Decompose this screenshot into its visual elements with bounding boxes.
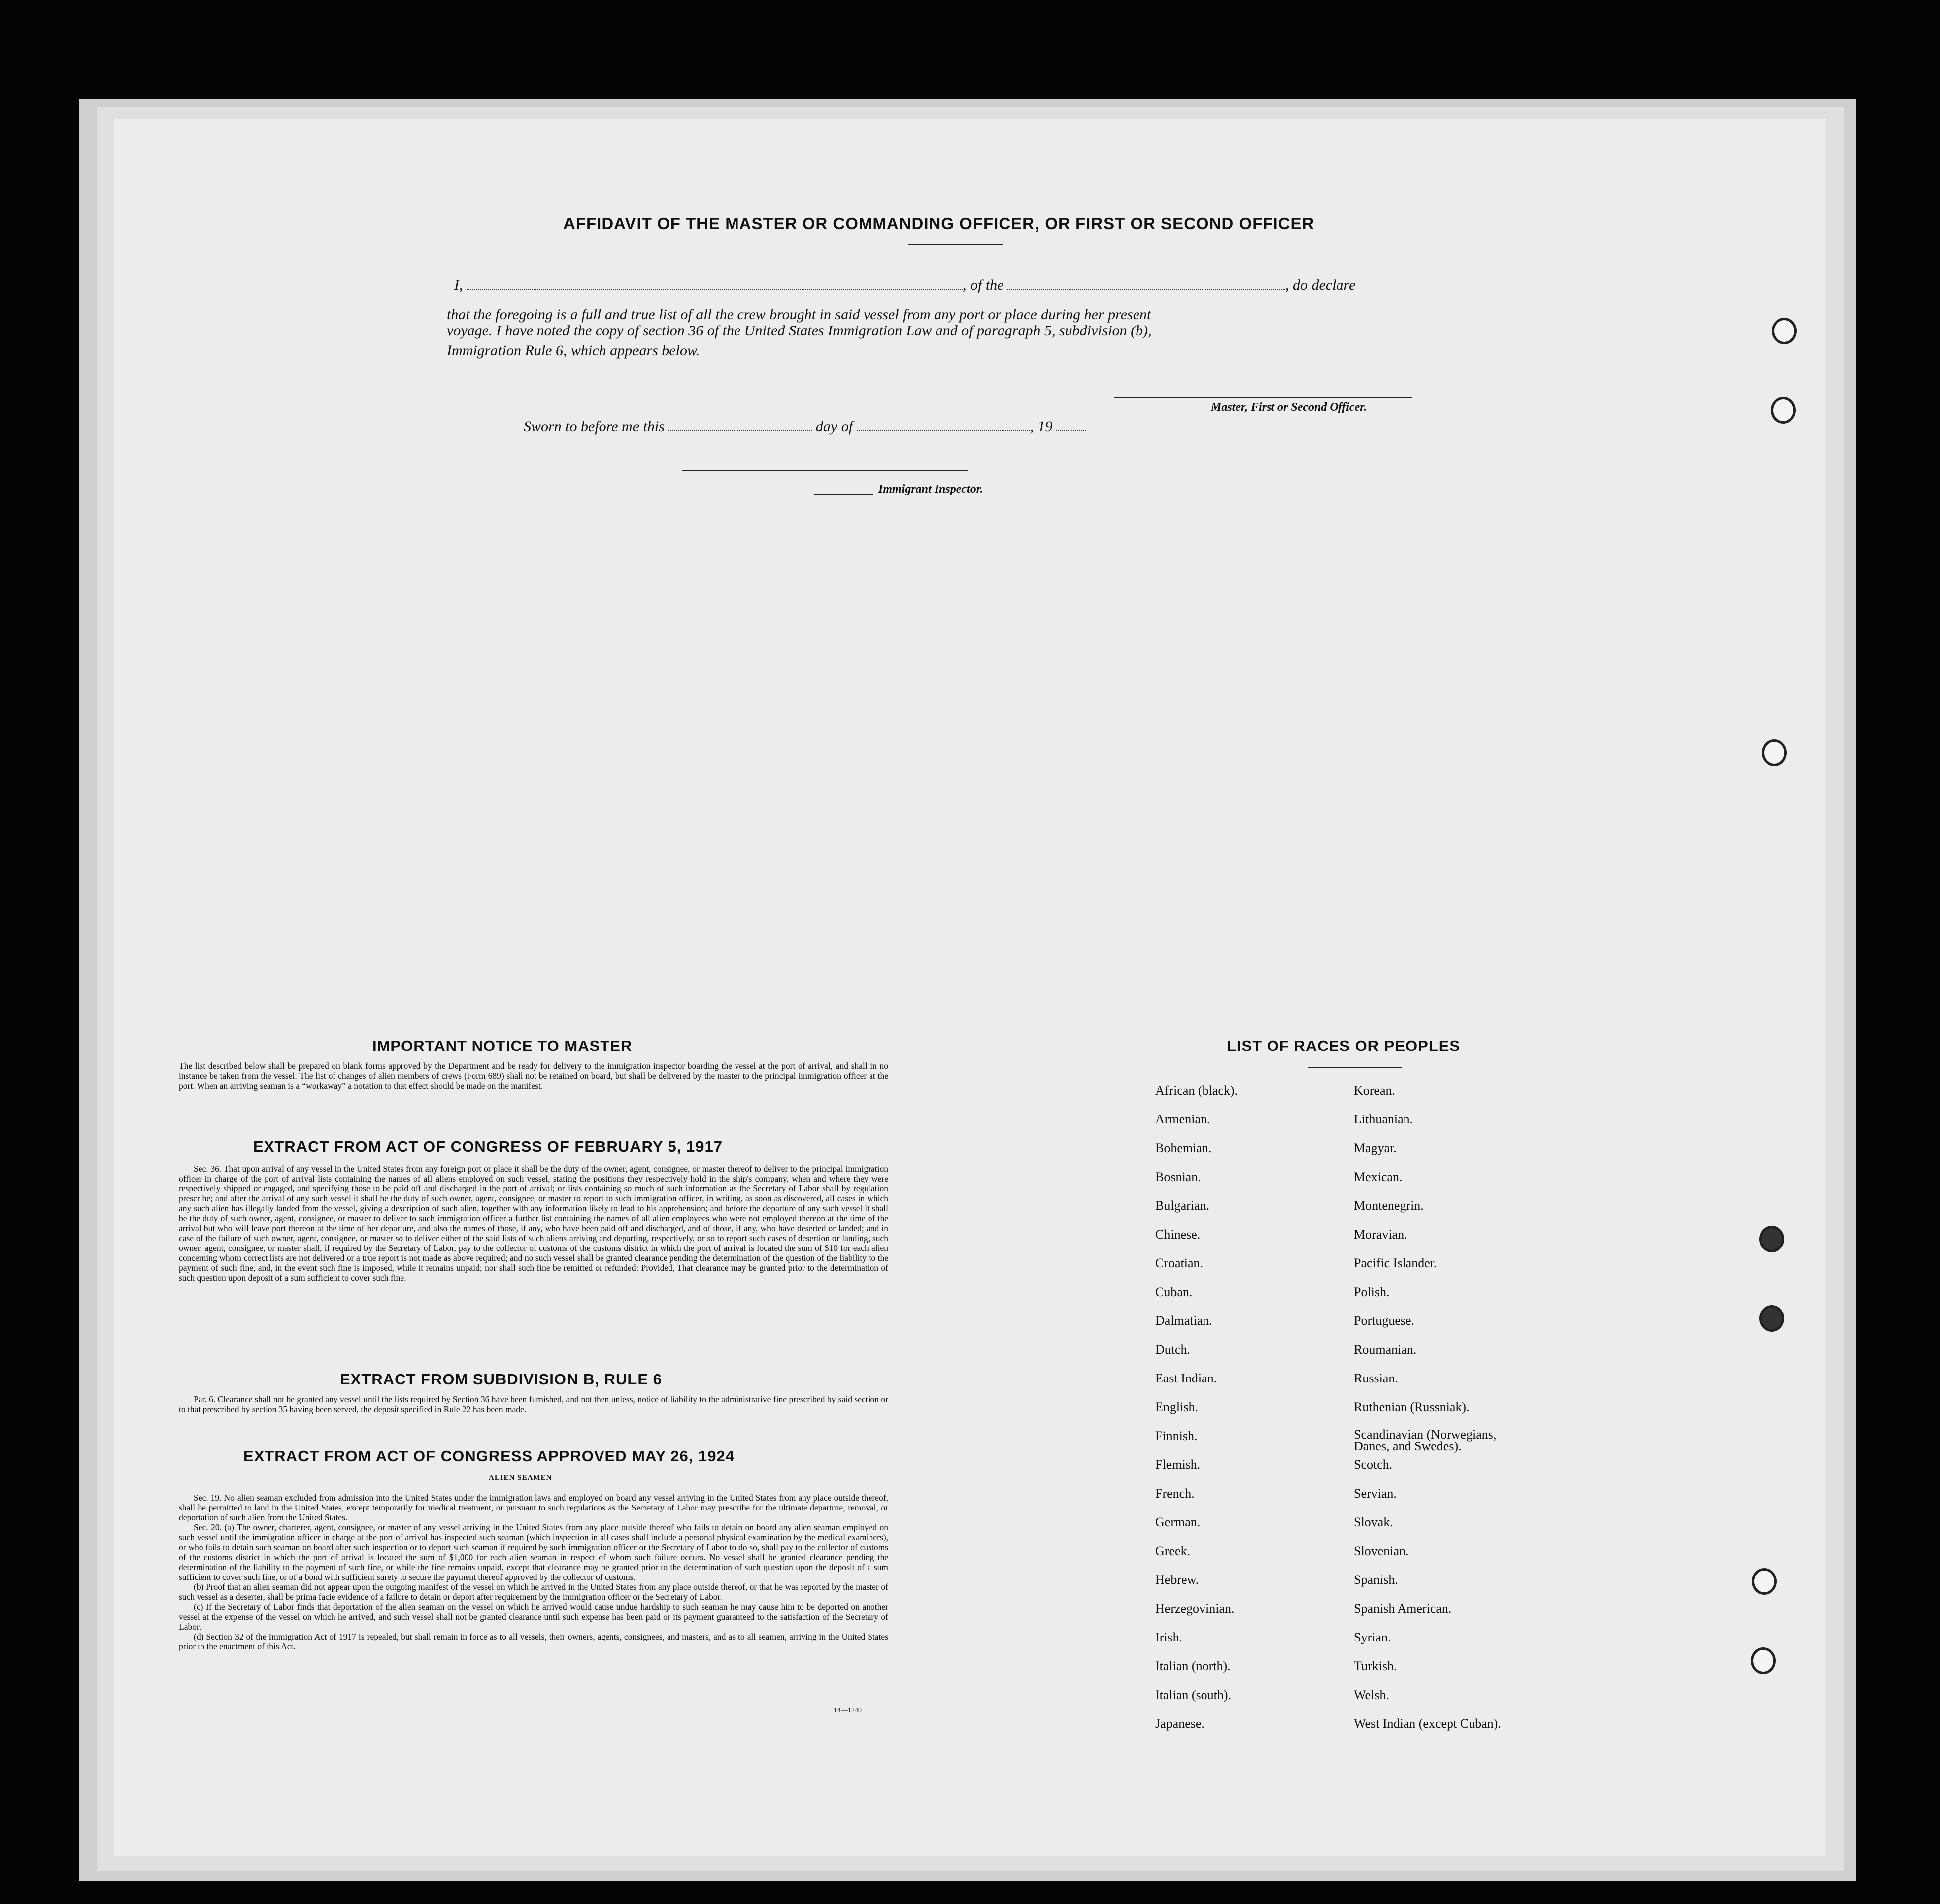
act1917-title: EXTRACT FROM ACT OF CONGRESS OF FEBRUARY 5, 1917 [253, 1138, 723, 1155]
race-item: Russian. [1354, 1371, 1398, 1385]
act1924-body [179, 1493, 888, 1651]
inspector-signature-line-short [814, 494, 873, 495]
race-item: German. [1155, 1515, 1201, 1529]
name-blank[interactable] [467, 278, 963, 290]
race-item: Bulgarian. [1155, 1198, 1210, 1213]
inspector-signature-line[interactable] [682, 470, 968, 471]
race-item: Dutch. [1155, 1342, 1191, 1357]
race-item: Scandinavian (Norwegians, Danes, and Swedes). [1354, 1427, 1497, 1453]
race-item: Flemish. [1155, 1457, 1201, 1472]
affidavit-do-declare: , do declare [1285, 277, 1356, 293]
race-item: Bohemian. [1155, 1141, 1212, 1155]
race-item: Dalmatian. [1155, 1313, 1212, 1328]
race-item: French. [1155, 1486, 1195, 1501]
vessel-blank[interactable] [1007, 278, 1285, 290]
title-rule [908, 244, 1003, 245]
affidavit-line-2: that the foregoing is a full and true list of all the crew brought in said vessel from any port or place during her present [447, 306, 1151, 323]
race-item: Ruthenian (Russniak). [1354, 1400, 1470, 1414]
master-signature-label: Master, First or Second Officer. [1211, 401, 1367, 414]
act1924-subtitle: ALIEN SEAMEN [489, 1474, 552, 1482]
race-item: Cuban. [1155, 1285, 1193, 1299]
sworn-line [524, 418, 1086, 435]
act1924-sec20b: (b) Proof that an alien seaman did not appear upon the outgoing manifest of the vessel on which he arrived in the United States from any place outside thereof, or that he was reported by the master of such vessel as a deserter, shall be prima facie evidence of a failure to detain or deport after requirement by the immigration officer or the Secretary of Labor. [179, 1582, 888, 1602]
race-item: Herzegovinian. [1155, 1601, 1235, 1616]
day-blank[interactable] [668, 419, 812, 431]
race-item: Spanish American. [1354, 1601, 1452, 1616]
form-number: 14—1240 [834, 1707, 862, 1714]
race-item: Armenian. [1155, 1112, 1210, 1126]
race-item: Turkish. [1354, 1659, 1397, 1673]
race-item: Hebrew. [1155, 1573, 1199, 1587]
rule6-body [179, 1394, 888, 1414]
act1924-sec19: Sec. 19. No alien seaman excluded from admission into the United States under the immigration laws and employed on board any vessel arriving in the United States from any place outside thereof, shall be permitted to land in the United States, except temporarily for medical treatment, or pursuant to such regulations as the Secretary of Labor may prescribe for the ultimate departure, removal, or deportation of such alien from the United States. [179, 1493, 888, 1522]
race-item: Servian. [1354, 1486, 1397, 1501]
affidavit-line-1 [454, 277, 1355, 294]
act1924-sec20a: Sec. 20. (a) The owner, charterer, agent, consignee, or master of any vessel arriving in the United States from any place outside thereof who fails to detain on board any alien seaman employed on such vessel until the immigration officer in charge at the port of arrival has inspected such seaman (which inspection in all cases shall include a personal physical examination by the medical examiners), or who fails to detain such seaman on board after such inspection or to deport such seaman if required by such immigration officer or the Secretary of Labor to do so, shall pay to the collector of customs of the customs district in which the port of arrival is located the sum of $1,000 for each alien seaman in respect of whom such failure occurs. No vessel shall be granted clearance pending the determination of the liability to the payment of such fine, or while the fine remains unpaid, except that clearance may be granted prior to the determination of such question upon the deposit of a sum sufficient to cover such fine, or of a bond with sufficient surety to secure the payment thereof approved by the collector of customs. [179, 1522, 888, 1582]
affidavit-title: AFFIDAVIT OF THE MASTER OR COMMANDING OFFICER, OR FIRST OR SECOND OFFICER [563, 214, 1315, 233]
race-item: Welsh. [1354, 1688, 1389, 1702]
race-item: Korean. [1354, 1083, 1396, 1098]
sworn-year: , 19 [1030, 418, 1053, 435]
affidavit-line-4: Immigration Rule 6, which appears below. [447, 342, 700, 359]
rule6-par6: Par. 6. Clearance shall not be granted any vessel until the lists required by Section 36 have been furnished, and not then unless, notice of liability to the administrative fine prescribed by said section or to that prescribed by section 35 having been served, the deposit specified in Rule 22 has been made. [179, 1394, 888, 1414]
race-item: African (black). [1155, 1083, 1238, 1098]
race-item: Lithuanian. [1354, 1112, 1413, 1126]
race-item: Slovenian. [1354, 1544, 1409, 1558]
race-item: West Indian (except Cuban). [1354, 1716, 1501, 1731]
race-item: Syrian. [1354, 1630, 1391, 1644]
race-item: Italian (south). [1155, 1688, 1232, 1702]
races-title: LIST OF RACES OR PEOPLES [1227, 1037, 1461, 1054]
act1924-title: EXTRACT FROM ACT OF CONGRESS APPROVED MAY 26, 1924 [243, 1447, 735, 1465]
race-item: Irish. [1155, 1630, 1183, 1644]
race-item: Chinese. [1155, 1227, 1201, 1242]
race-item: Spanish. [1354, 1573, 1398, 1587]
sworn-before: Sworn to before me this [524, 418, 665, 435]
rule6-title: EXTRACT FROM SUBDIVISION B, RULE 6 [340, 1371, 662, 1388]
affidavit-of-the: , of the [963, 277, 1004, 293]
races-left-column [1155, 1083, 1238, 1745]
race-item: Moravian. [1354, 1227, 1407, 1242]
sworn-day-of: day of [815, 418, 853, 435]
race-item: Slovak. [1354, 1515, 1393, 1529]
race-item: Polish. [1354, 1285, 1390, 1299]
act1924-sec20c: (c) If the Secretary of Labor finds that deportation of the alien seaman on the vessel on which he arrived would cause undue hardship to such seaman he may cause him to be deported on another vessel at the expense of the vessel on which he arrived, and such vessel shall not be granted clearance until such expense has been paid or its payment guaranteed to the satisfaction of the Secretary of Labor. [179, 1602, 888, 1632]
race-item: Mexican. [1354, 1170, 1403, 1184]
year-blank[interactable] [1056, 419, 1086, 431]
act1917-sec36: Sec. 36. That upon arrival of any vessel in the United States from any foreign port or place it shall be the duty of the owner, agent, consignee, or master thereof to deliver to the principal immigration officer in charge of the port of arrival lists containing the names of all aliens employed on such vessel, stating the positions they respectively hold in the ship's company, when and where they were respectively shipped or engaged, and specifying those to be paid off and discharged in the port of arrival; or lists containing so much of such information as the Secretary of Labor shall by regulation prescribe; and after the arrival of any such vessel it shall be the duty of such owner, agent, consignee, or master to report to such immigration officer, in writing, as soon as discovered, all cases in which any such alien has illegally landed from the vessel, giving a description of such alien, together with any information likely to lead to his apprehension; and before the departure of any such vessel it shall be the duty of such owner, agent, consignee, or master to deliver to such immigration officer a further list containing the names of all alien employees who were not employed thereon at the time of the arrival but who will leave port thereon at the time of her departure, and also the names of those, if any, who have been paid off and discharged, and of those, if any, who have deserted or landed; and in case of the failure of such owner, agent, consignee, or master so to deliver either of the said lists of such aliens arriving and departing, respectively, or so to report such cases of desertion or landing, such owner, agent, consignee, or master shall, if required by the Secretary of Labor, pay to the collector of customs of the customs district in which the port of arrival is located the sum of $10 for each alien concerning whom correct lists are not delivered or a true report is not made as above required; and no such vessel shall be granted clearance pending the determination of the question of the liability to the payment of such fine, and, in the event such fine is imposed, while it remains unpaid; nor shall such fine be remitted or refunded: Provided, That clearance may be granted prior to the determination of such question upon deposit of a sum sufficient to cover such fine. [179, 1164, 888, 1283]
race-item: Magyar. [1354, 1141, 1397, 1155]
race-item: Scotch. [1354, 1457, 1393, 1472]
race-item: Finnish. [1155, 1429, 1198, 1443]
race-item: Croatian. [1155, 1256, 1204, 1270]
race-item: Roumanian. [1354, 1342, 1417, 1357]
inspector-label: Immigrant Inspector. [878, 483, 983, 496]
races-rule [1308, 1067, 1402, 1068]
act1924-sec20d: (d) Section 32 of the Immigration Act of 1917 is repealed, but shall remain in force as to all vessels, their owners, agents, consignees, and masters, and as to all seamen, arriving in the United States prior to the enactment of this Act. [179, 1632, 888, 1651]
races-right-column [1354, 1083, 1533, 1745]
race-item: Italian (north). [1155, 1659, 1231, 1673]
race-item: Portuguese. [1354, 1313, 1415, 1328]
race-item: Montenegrin. [1354, 1198, 1424, 1213]
race-item: East Indian. [1155, 1371, 1217, 1385]
race-item: Japanese. [1155, 1716, 1204, 1731]
affidavit-line-3: voyage. I have noted the copy of section 36 of the United States Immigration Law and of paragraph 5, subdivision (b), [447, 323, 1152, 339]
affidavit-i: I, [454, 277, 463, 293]
race-item: Pacific Islander. [1354, 1256, 1437, 1270]
race-item: English. [1155, 1400, 1198, 1414]
race-item: Bosnian. [1155, 1170, 1201, 1184]
race-item: Greek. [1155, 1544, 1191, 1558]
act1917-body [179, 1164, 888, 1283]
master-signature-line[interactable] [1114, 397, 1412, 398]
month-blank[interactable] [857, 419, 1030, 431]
notice-body: The list described below shall be prepared on blank forms approved by the Department and be ready for delivery to the immigration inspector boarding the vessel at the port of arrival, and shall in no instance be taken from the vessel. The list of changes of alien members of crews (Form 689) shall not be retained on board, but shall be delivered by the master to the principal immigration officer at the port. When an arriving seaman is a “workaway” a notation to that effect should be made on the manifest. [179, 1061, 888, 1091]
notice-title: IMPORTANT NOTICE TO MASTER [372, 1037, 633, 1054]
